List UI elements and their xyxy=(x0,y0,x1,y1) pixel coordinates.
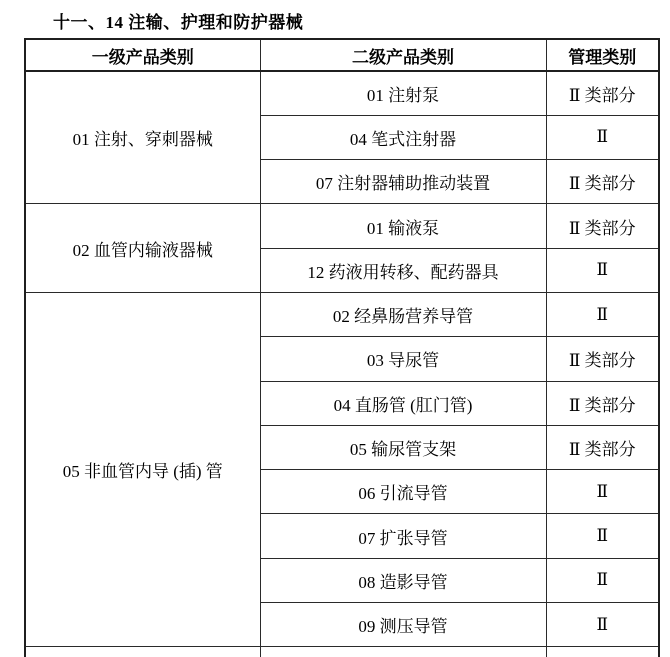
level2-category-cell: 01 输液泵 xyxy=(260,204,546,248)
level1-category-cell xyxy=(25,647,260,657)
management-class-cell: Ⅱ xyxy=(546,115,659,159)
level2-category-cell: 03 导尿管 xyxy=(260,337,546,381)
level2-category-cell: 08 造影导管 xyxy=(260,558,546,602)
col-header-level2-category: 二级产品类别 xyxy=(260,39,546,71)
management-class-cell: Ⅱ xyxy=(546,603,659,647)
table-header-row xyxy=(25,39,659,71)
level1-category-cell: 05 非血管内导 (插) 管 xyxy=(25,292,260,646)
level2-category-cell xyxy=(260,647,546,657)
level2-category-cell: 09 测压导管 xyxy=(260,603,546,647)
management-class-cell: Ⅱ 类部分 xyxy=(546,204,659,248)
level2-category-cell: 07 扩张导管 xyxy=(260,514,546,558)
table-row xyxy=(25,292,659,336)
level2-category-cell: 02 经鼻肠营养导管 xyxy=(260,292,546,336)
table-row xyxy=(25,204,659,248)
level2-category-cell: 04 笔式注射器 xyxy=(260,115,546,159)
level1-category-cell: 02 血管内输液器械 xyxy=(25,204,260,293)
management-class-cell xyxy=(546,647,659,657)
level2-category-cell: 12 药液用转移、配药器具 xyxy=(260,248,546,292)
management-class-cell: Ⅱ xyxy=(546,292,659,336)
table-row xyxy=(25,647,659,657)
management-class-cell: Ⅱ 类部分 xyxy=(546,425,659,469)
col-header-management-class: 管理类别 xyxy=(546,39,659,71)
management-class-cell: Ⅱ xyxy=(546,470,659,514)
device-classification-table xyxy=(24,38,660,657)
management-class-cell: Ⅱ 类部分 xyxy=(546,381,659,425)
level2-category-cell: 06 引流导管 xyxy=(260,470,546,514)
level2-category-cell: 04 直肠管 (肛门管) xyxy=(260,381,546,425)
section-title: 十一、14 注输、护理和防护器械 xyxy=(53,13,304,32)
management-class-cell: Ⅱ 类部分 xyxy=(546,160,659,204)
management-class-cell: Ⅱ xyxy=(546,514,659,558)
col-header-level1-category: 一级产品类别 xyxy=(25,39,260,71)
level1-category-cell: 01 注射、穿刺器械 xyxy=(25,71,260,204)
table-body xyxy=(25,71,659,657)
table-row xyxy=(25,71,659,115)
management-class-cell: Ⅱ 类部分 xyxy=(546,71,659,115)
level2-category-cell: 05 输尿管支架 xyxy=(260,425,546,469)
level2-category-cell: 07 注射器辅助推动装置 xyxy=(260,160,546,204)
level2-category-cell: 01 注射泵 xyxy=(260,71,546,115)
management-class-cell: Ⅱ xyxy=(546,558,659,602)
management-class-cell: Ⅱ xyxy=(546,248,659,292)
management-class-cell: Ⅱ 类部分 xyxy=(546,337,659,381)
